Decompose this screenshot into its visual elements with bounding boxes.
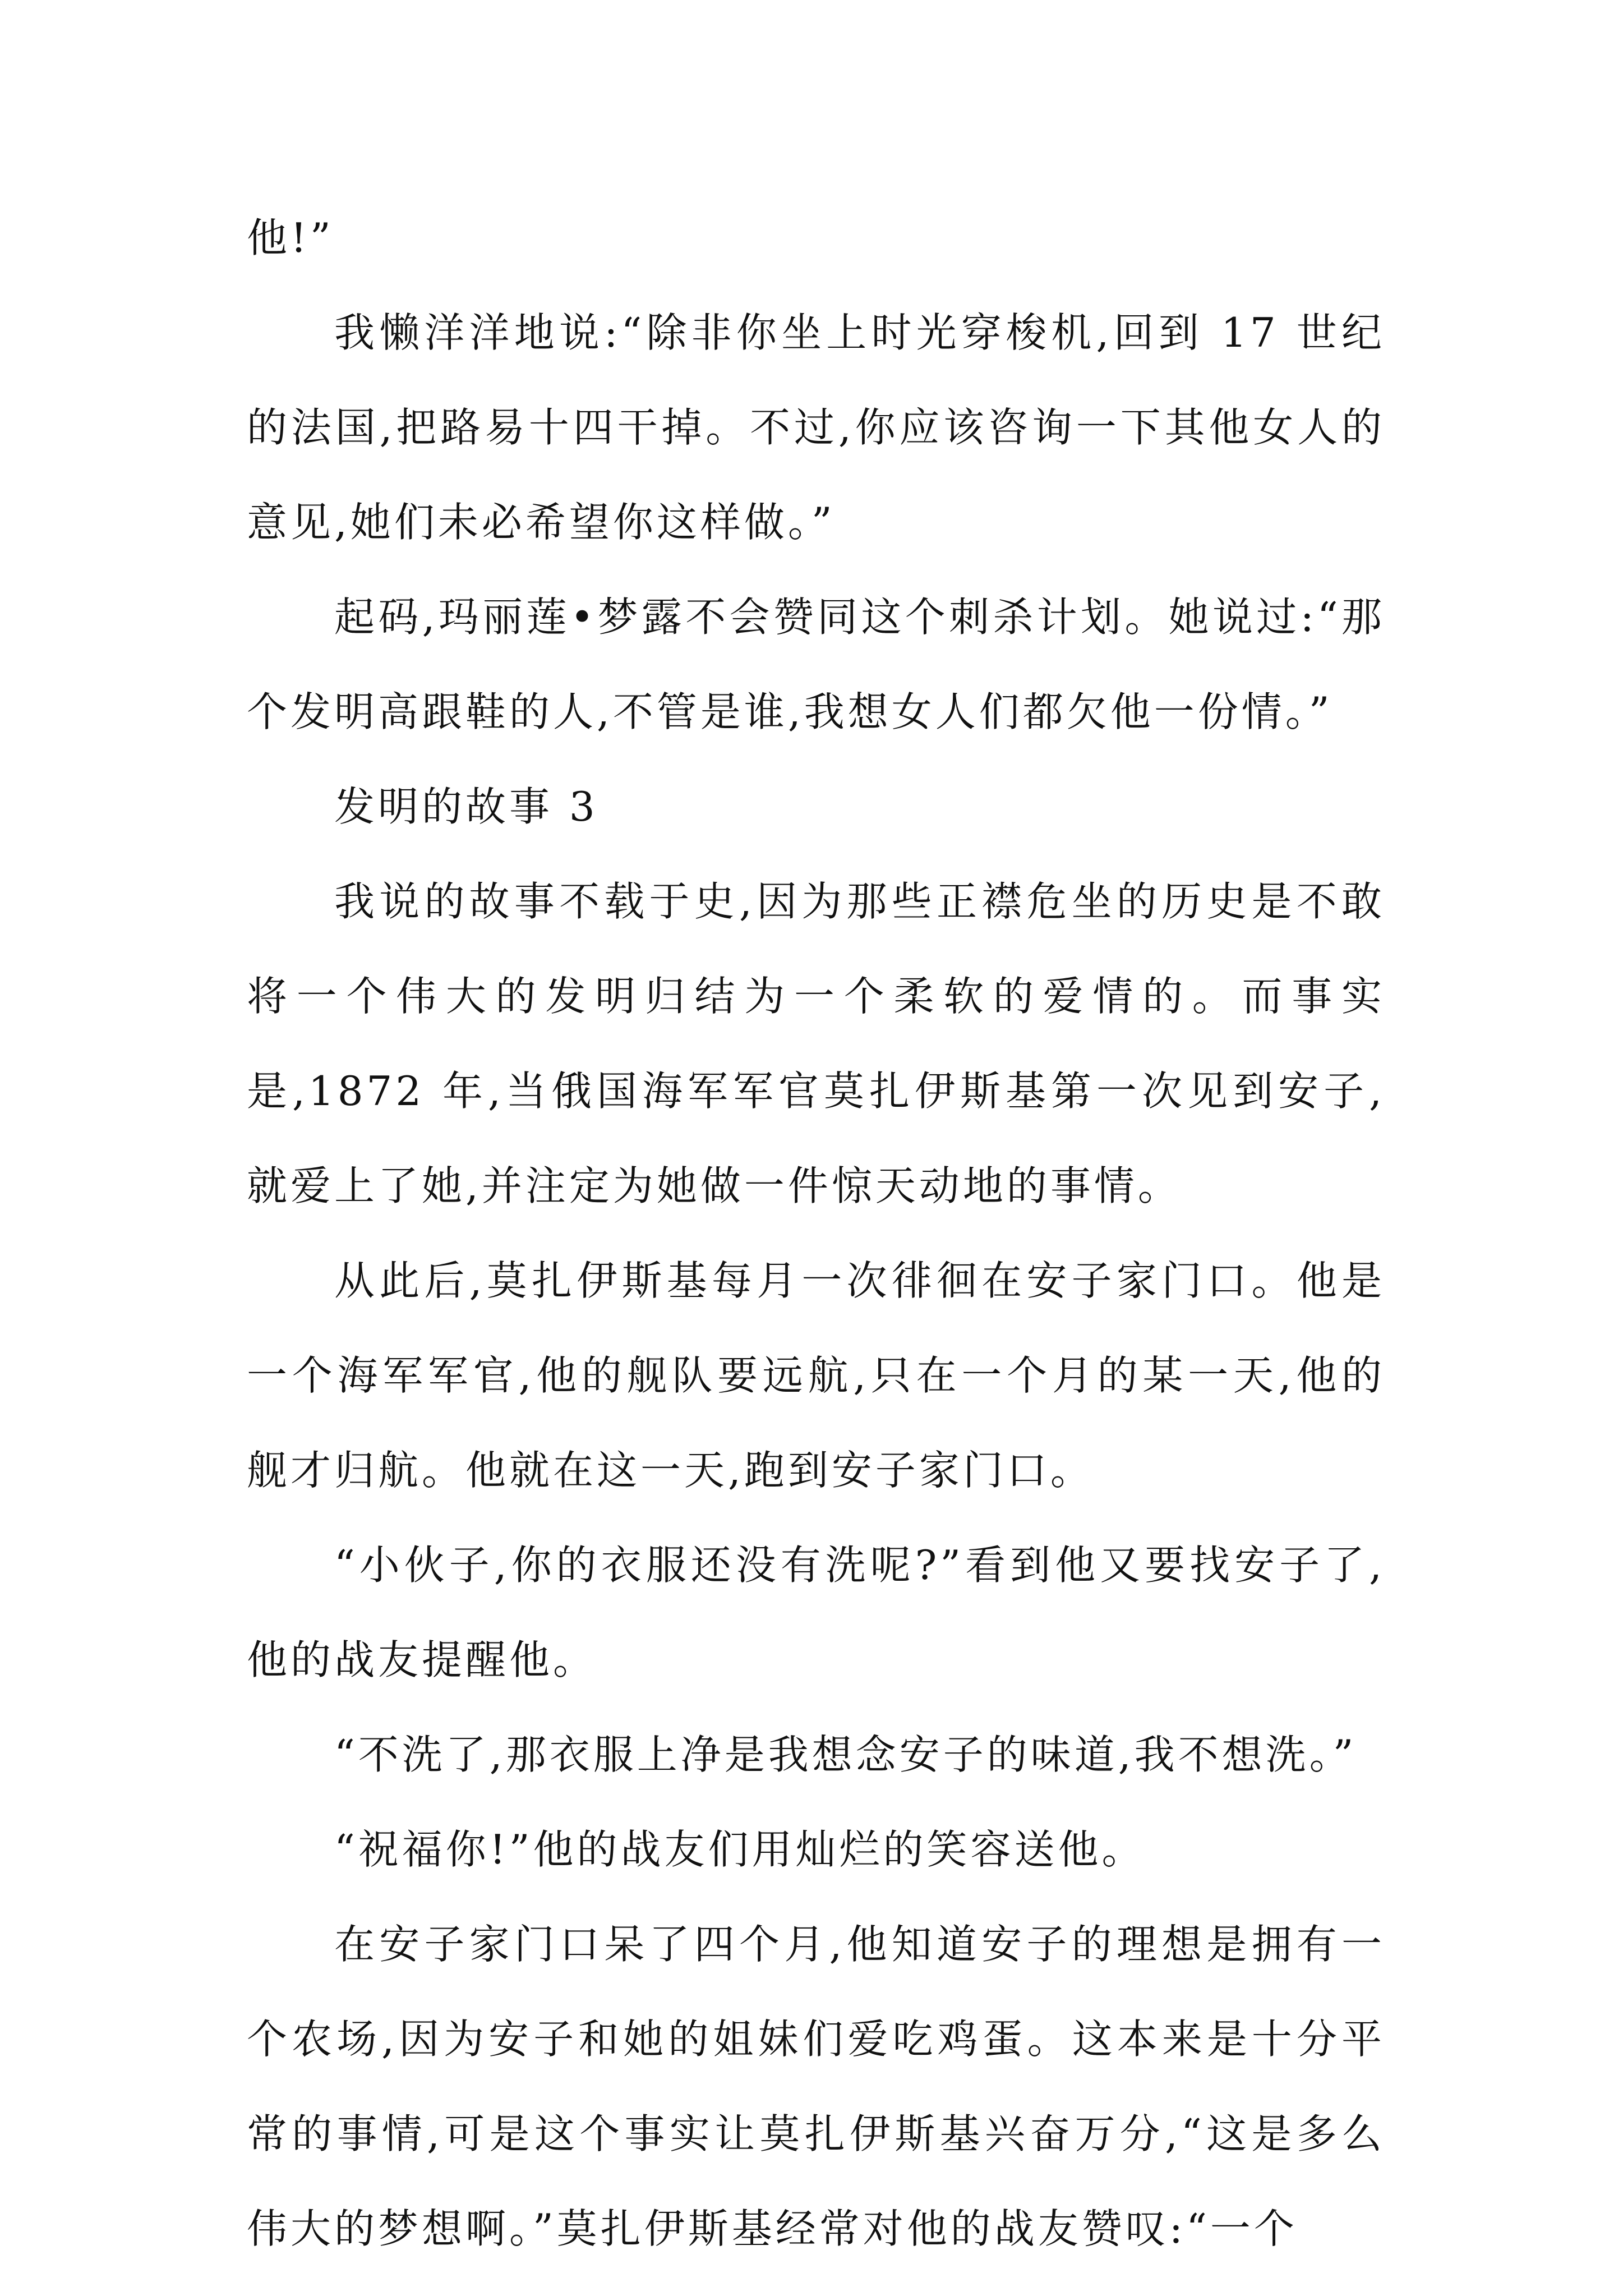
paragraph: 我说的故事不载于史,因为那些正襟危坐的历史是不敢将一个伟大的发明归结为一个柔软的爱情的。而事实是,1872 年,当俄国海军军官莫扎伊斯基第一次见到安子,就爱上了她,并注定为她做一件惊天动地的事情。 xyxy=(247,878,1385,1209)
document-body xyxy=(247,191,1385,2276)
section-heading: 发明的故事 3 xyxy=(334,783,598,830)
paragraph: 在安子家门口呆了四个月,他知道安子的理想是拥有一个农场,因为安子和她的姐妹们爱吃鸡蛋。这本来是十分平常的事情,可是这个事实让莫扎伊斯基兴奋万分,“这是多么伟大的梦想啊。”莫扎伊斯基经常对他的战友赞叹:“一个 xyxy=(247,1921,1385,2252)
paragraph: 起码,玛丽莲•梦露不会赞同这个刺杀计划。她说过:“那个发明高跟鞋的人,不管是谁,我想女人们都欠他一份情。” xyxy=(247,593,1385,735)
paragraph: 他!” xyxy=(247,214,334,261)
paragraph: “小伙子,你的衣服还没有洗呢?”看到他又要找安子了,他的战友提醒他。 xyxy=(247,1542,1385,1683)
paragraph: 我懒洋洋地说:“除非你坐上时光穿梭机,回到 17 世纪的法国,把路易十四干掉。不过,你应该咨询一下其他女人的意见,她们未必希望你这样做。” xyxy=(247,309,1385,546)
paragraph: “祝福你!”他的战友们用灿烂的笑容送他。 xyxy=(334,1826,1146,1873)
paragraph: 从此后,莫扎伊斯基每月一次徘徊在安子家门口。他是一个海军军官,他的舰队要远航,只在一个月的某一天,他的舰才归航。他就在这一天,跑到安子家门口。 xyxy=(247,1257,1385,1494)
paragraph: “不洗了,那衣服上净是我想念安子的味道,我不想洗。” xyxy=(334,1731,1357,1778)
